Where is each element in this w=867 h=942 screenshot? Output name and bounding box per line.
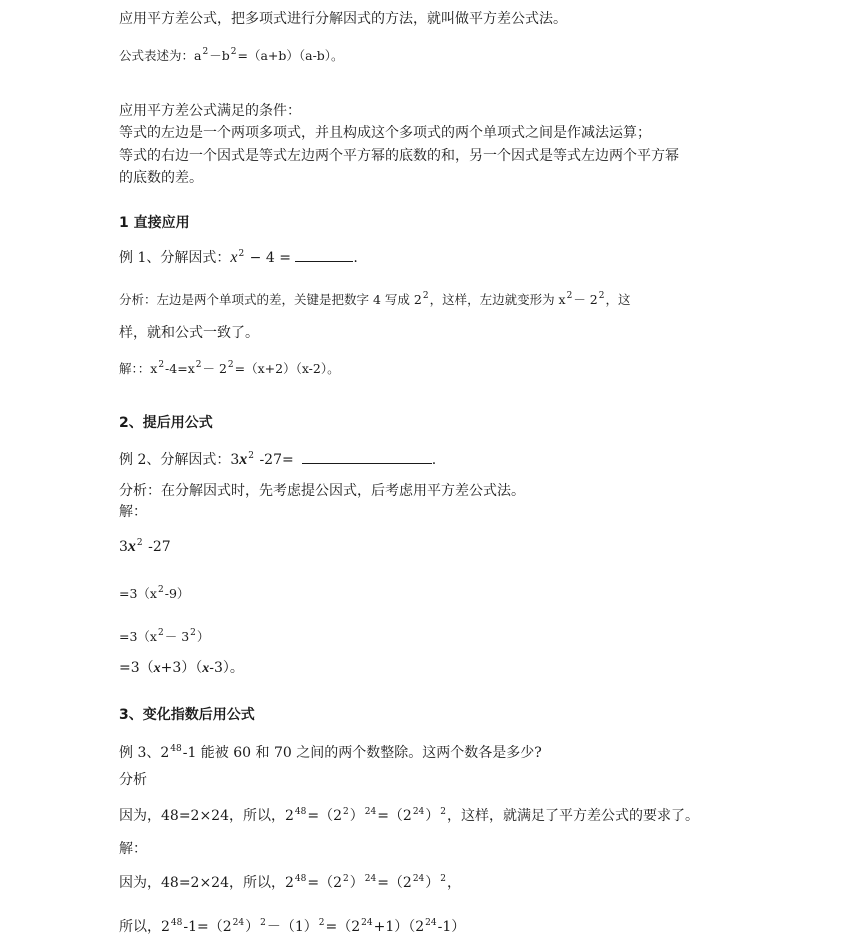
definition-text: 应用平方差公式，把多项式进行分解因式的方法，就叫做平方差公式法。 [119, 11, 567, 27]
example-2 [119, 449, 436, 469]
answer-blank [302, 449, 432, 464]
example-2-step-1 [119, 538, 171, 556]
because-text: ） [349, 875, 364, 891]
exponent: 2 [230, 47, 237, 57]
exponent: 2 [202, 47, 209, 57]
example-3-text: 例 3、2 [119, 745, 170, 761]
conditions-line-3: 的底数的差。 [119, 170, 203, 186]
example-1-analysis-line-2: 样，就和公式一致了。 [119, 325, 259, 341]
example-3-text: -1 能被 60 和 70 之间的两个数整除。这两个数各是多少? [182, 745, 542, 761]
because-text: ） [425, 808, 440, 824]
example-3-because-line [119, 807, 699, 825]
formula-rest: =（a+b）（a-b）。 [237, 48, 344, 63]
because-text: ） [349, 808, 364, 824]
because-text: =（2 [307, 808, 342, 824]
variable-x: x [153, 661, 161, 676]
step-text: =3（x [119, 629, 157, 644]
example-3-solution-label: 解： [119, 841, 147, 857]
because-text: =（2 [377, 875, 412, 891]
therefore-text: －（1） [266, 919, 318, 935]
example-2-step-4 [119, 659, 244, 678]
exponent: 2 [422, 291, 429, 301]
analysis-text: － 2 [573, 292, 598, 307]
exponent: 24 [361, 918, 373, 928]
example-2-expression: -27= [255, 452, 294, 468]
step-text: -3）。 [209, 660, 244, 676]
example-3 [119, 744, 542, 762]
example-3-analysis-label: 分析 [119, 772, 147, 788]
therefore-text: -1） [437, 919, 466, 935]
step-text: 3 [119, 539, 128, 555]
analysis-text: 分析：左边是两个单项式的差，关键是把数字 4 写成 2 [119, 292, 422, 307]
example-2-end: . [431, 452, 437, 468]
therefore-text: =（2 [325, 919, 361, 935]
example-2-label: 例 2、分解因式：3 [119, 452, 240, 468]
exponent: 48 [170, 744, 182, 754]
example-1-expression: − 4 = [245, 250, 296, 266]
example-1-analysis [119, 291, 631, 309]
because-text: =（2 [307, 875, 342, 891]
step-text: -27 [143, 539, 171, 555]
variable-x: x [239, 451, 248, 468]
example-1-solution [119, 360, 340, 378]
variable-x: x [230, 249, 238, 266]
exponent: 2 [440, 807, 447, 817]
variable-x: x [127, 538, 136, 555]
exponent: 24 [364, 807, 377, 817]
example-3-solution-line-2 [119, 918, 465, 936]
solution-text: =（x+2）（x-2）。 [234, 361, 340, 376]
therefore-text: ） [245, 919, 260, 935]
solution-text: -4=x [165, 361, 195, 376]
exponent: 2 [566, 291, 573, 301]
example-2-analysis: 分析：在分解因式时，先考虑提公因式，后考虑用平方差公式法。 [119, 483, 525, 499]
example-1-label: 例 1、分解因式： [119, 250, 231, 266]
because-text: =（2 [377, 808, 412, 824]
exponent: 2 [227, 360, 234, 370]
example-2-step-3 [119, 628, 209, 646]
therefore-text: 所以，2 [119, 919, 170, 935]
exponent: 48 [294, 807, 307, 817]
conditions-line-2: 等式的右边一个因式是等式左边两个平方幂的底数的和，另一个因式是等式左边两个平方幂 [119, 148, 679, 164]
solution-text: － 2 [202, 361, 227, 376]
conditions-line-1: 等式的左边是一个两项多项式，并且构成这个多项式的两个单项式之间是作减法运算； [119, 125, 651, 141]
therefore-text: -1=（2 [183, 919, 232, 935]
because-text: ，这样，就满足了平方差公式的要求了。 [447, 808, 700, 824]
step-text: － 3 [164, 629, 190, 644]
exponent: 24 [412, 807, 425, 817]
formula-label: 公式表述为： [119, 48, 195, 63]
step-text: +3）（ [160, 660, 203, 676]
section-3-heading: 3、变化指数后用公式 [119, 707, 255, 723]
step-text: =3（ [119, 660, 154, 676]
variable-x: x [202, 661, 210, 676]
analysis-text: ，这 [605, 292, 631, 307]
formula-a: a [194, 48, 202, 63]
exponent: 2 [318, 918, 325, 928]
step-text: -9） [164, 586, 190, 601]
section-1-heading: 1 直接应用 [119, 215, 190, 231]
exponent: 2 [343, 807, 349, 817]
because-text: ， [447, 875, 462, 891]
example-3-solution-line-1 [119, 874, 461, 892]
example-1 [119, 247, 358, 267]
exponent: 24 [425, 918, 437, 928]
exponent: 2 [598, 291, 605, 301]
exponent: 2 [190, 628, 196, 638]
exponent: 2 [195, 360, 202, 370]
step-text: =3（x [119, 586, 157, 601]
exponent: 2 [158, 360, 165, 370]
formula-minus: － [209, 48, 222, 63]
exponent: 2 [157, 628, 164, 638]
therefore-text: +1）（2 [373, 919, 425, 935]
analysis-text: ，这样，左边就变形为 x [429, 292, 566, 307]
because-text: ） [425, 875, 440, 891]
step-text: ） [196, 629, 210, 644]
formula-line [119, 47, 344, 65]
example-2-step-2 [119, 585, 189, 603]
exponent: 48 [294, 874, 307, 884]
because-text: 因为，48=2×24，所以，2 [119, 875, 294, 891]
example-1-end: . [353, 250, 358, 266]
exponent: 2 [248, 451, 254, 461]
because-text: 因为，48=2×24，所以，2 [119, 808, 294, 824]
exponent: 2 [136, 538, 143, 548]
conditions-title: 应用平方差公式满足的条件： [119, 103, 301, 119]
answer-blank [295, 247, 353, 262]
exponent: 2 [260, 918, 266, 928]
exponent: 24 [232, 918, 245, 928]
exponent: 24 [364, 874, 377, 884]
exponent: 2 [238, 249, 245, 259]
formula-b: b [221, 48, 230, 63]
solution-text: 解：：x [119, 361, 158, 376]
section-2-heading: 2、提后用公式 [119, 415, 213, 431]
exponent: 2 [343, 874, 349, 884]
example-2-solution-label: 解： [119, 504, 147, 520]
exponent: 48 [170, 918, 183, 928]
exponent: 24 [412, 874, 425, 884]
exponent: 2 [440, 874, 447, 884]
exponent: 2 [157, 585, 164, 595]
